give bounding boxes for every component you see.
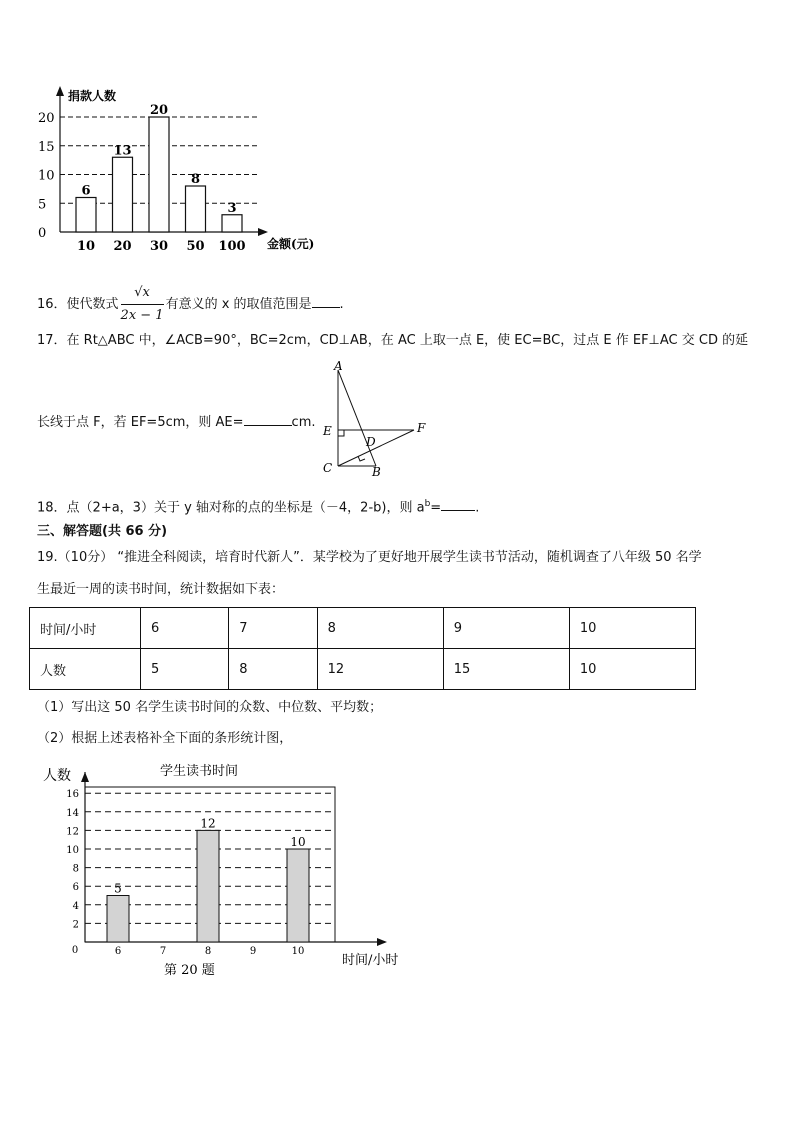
table-cell: 8 xyxy=(229,649,317,690)
segment-AB xyxy=(338,370,376,466)
x-tick-label: 30 xyxy=(149,239,169,254)
q19-sub1: （1）写出这 50 名学生读书时间的众数、中位数、平均数； xyxy=(37,700,383,715)
table-cell: 12 xyxy=(317,649,443,690)
triangle-figure xyxy=(318,360,433,480)
q16-text-after: 有意义的 x 的取值范围是 xyxy=(165,297,312,312)
bar xyxy=(287,849,309,942)
x-tick-label: 10 xyxy=(291,946,305,957)
chart2-ylabel: 人数 xyxy=(43,768,71,784)
data-label: 5 xyxy=(114,881,122,896)
bar xyxy=(186,186,206,232)
y-axis-arrow xyxy=(56,86,64,96)
q16-numerator: √x xyxy=(121,283,164,305)
q17-line2 xyxy=(37,411,316,433)
table-cell: 8 xyxy=(317,608,443,649)
label-D: D xyxy=(366,435,376,449)
y-tick-label: 6 xyxy=(72,882,79,894)
x-tick-label: 8 xyxy=(204,946,212,957)
bar xyxy=(149,117,169,232)
y-tick-label: 15 xyxy=(38,139,55,155)
label-F: F xyxy=(417,421,426,435)
table-cell: 9 xyxy=(443,608,569,649)
data-label: 3 xyxy=(227,200,237,216)
x-tick-label: 7 xyxy=(159,946,167,957)
x-axis-arrow xyxy=(258,228,268,236)
chart2-title: 学生读书时间 xyxy=(160,764,239,779)
reading-time-table xyxy=(29,607,696,690)
y-tick-label: 10 xyxy=(38,168,55,184)
chart1-ylabel: 捐款人数 xyxy=(68,89,117,103)
reading-time-bar-chart xyxy=(40,760,420,985)
q18-end: . xyxy=(475,500,480,516)
y-tick-label: 5 xyxy=(38,197,47,213)
y-axis-arrow xyxy=(81,772,89,782)
data-label: 20 xyxy=(149,103,169,118)
x-tick-label: 20 xyxy=(113,239,132,254)
q17-line1: 17．在 Rt△ABC 中，∠ACB=90°，BC=2cm，CD⊥AB，在 AC 上取一点 E，使 EC=BC，过点 E 作 EF⊥AC 交 CD 的延 xyxy=(37,333,749,348)
data-label: 12 xyxy=(200,816,216,831)
x-tick-label: 6 xyxy=(114,946,122,957)
label-E: E xyxy=(323,424,332,438)
y-tick-label: 2 xyxy=(72,919,79,931)
x-tick-label: 9 xyxy=(249,946,257,957)
y-tick-label: 4 xyxy=(72,900,79,912)
q18-exponent: b xyxy=(424,499,431,509)
chart2-xlabel: 时间/小时 xyxy=(342,953,399,968)
right-angle-D xyxy=(358,456,365,461)
x-tick-label: 50 xyxy=(186,239,205,254)
y-tick-label: 14 xyxy=(66,807,79,819)
q16-fraction xyxy=(121,283,164,326)
bar xyxy=(76,198,96,233)
table-row xyxy=(30,649,696,690)
y-tick-label: 12 xyxy=(66,826,79,838)
q17-text-after: cm. xyxy=(291,415,316,430)
data-label: 6 xyxy=(81,183,91,199)
origin-label: 0 xyxy=(71,945,79,956)
q17-text-before: 长线于点 F，若 EF=5cm，则 AE= xyxy=(37,415,244,430)
table-row xyxy=(30,608,696,649)
q19-line1: 19.（10分） “推进全科阅读，培育时代新人”．某学校为了更好地开展学生读书节活动，随机调查了八年级 50 名学 xyxy=(37,550,702,565)
table-cell: 10 xyxy=(569,649,695,690)
q16-denominator: 2x − 1 xyxy=(120,308,164,323)
table-cell: 5 xyxy=(141,649,229,690)
chart1-xlabel: 金额(元) xyxy=(267,237,315,251)
q19-sub2: （2）根据上述表格补全下面的条形统计图， xyxy=(37,731,293,746)
label-C: C xyxy=(323,461,333,475)
q18-text-after: = xyxy=(430,500,442,516)
x-axis-arrow xyxy=(377,938,387,946)
bar xyxy=(197,830,219,942)
bar xyxy=(113,157,133,232)
question-18 xyxy=(37,494,479,518)
q16-end: . xyxy=(339,297,344,312)
x-tick-label: 10 xyxy=(76,239,96,254)
data-label: 10 xyxy=(290,835,306,849)
donation-bar-chart xyxy=(30,80,340,260)
q17-answer-blank xyxy=(244,411,292,426)
section-title: 三、解答题(共 66 分) xyxy=(37,524,168,539)
right-angle-E xyxy=(338,430,344,436)
label-A: A xyxy=(334,360,343,373)
table-cell: 10 xyxy=(569,608,695,649)
table-cell: 15 xyxy=(443,649,569,690)
bar xyxy=(222,215,242,232)
q16-answer-blank xyxy=(312,293,340,308)
y-tick-label: 0 xyxy=(38,226,47,241)
label-B: B xyxy=(372,465,381,479)
y-tick-label: 8 xyxy=(72,863,79,875)
table-cell: 时间/小时 xyxy=(30,608,141,649)
chart2-caption: 第 20 题 xyxy=(164,963,215,978)
table-cell: 6 xyxy=(141,608,229,649)
data-label: 13 xyxy=(113,143,132,159)
question-16 xyxy=(37,283,344,326)
q18-answer-blank xyxy=(441,496,475,511)
q16-text-before: 16．使代数式 xyxy=(37,297,119,312)
table-cell: 7 xyxy=(229,608,317,649)
y-tick-label: 10 xyxy=(66,845,79,856)
q18-text-before: 18．点（2+a，3）关于 y 轴对称的点的坐标是（－4，2-b)，则 a xyxy=(37,500,425,516)
bar xyxy=(107,896,129,943)
x-tick-label: 100 xyxy=(218,239,246,254)
table-cell: 人数 xyxy=(30,649,141,690)
y-tick-label: 16 xyxy=(66,789,79,801)
data-label: 8 xyxy=(190,172,201,187)
q19-line2: 生最近一周的读书时间，统计数据如下表： xyxy=(37,582,285,597)
segment-CF xyxy=(338,430,414,466)
y-tick-label: 20 xyxy=(38,111,55,126)
